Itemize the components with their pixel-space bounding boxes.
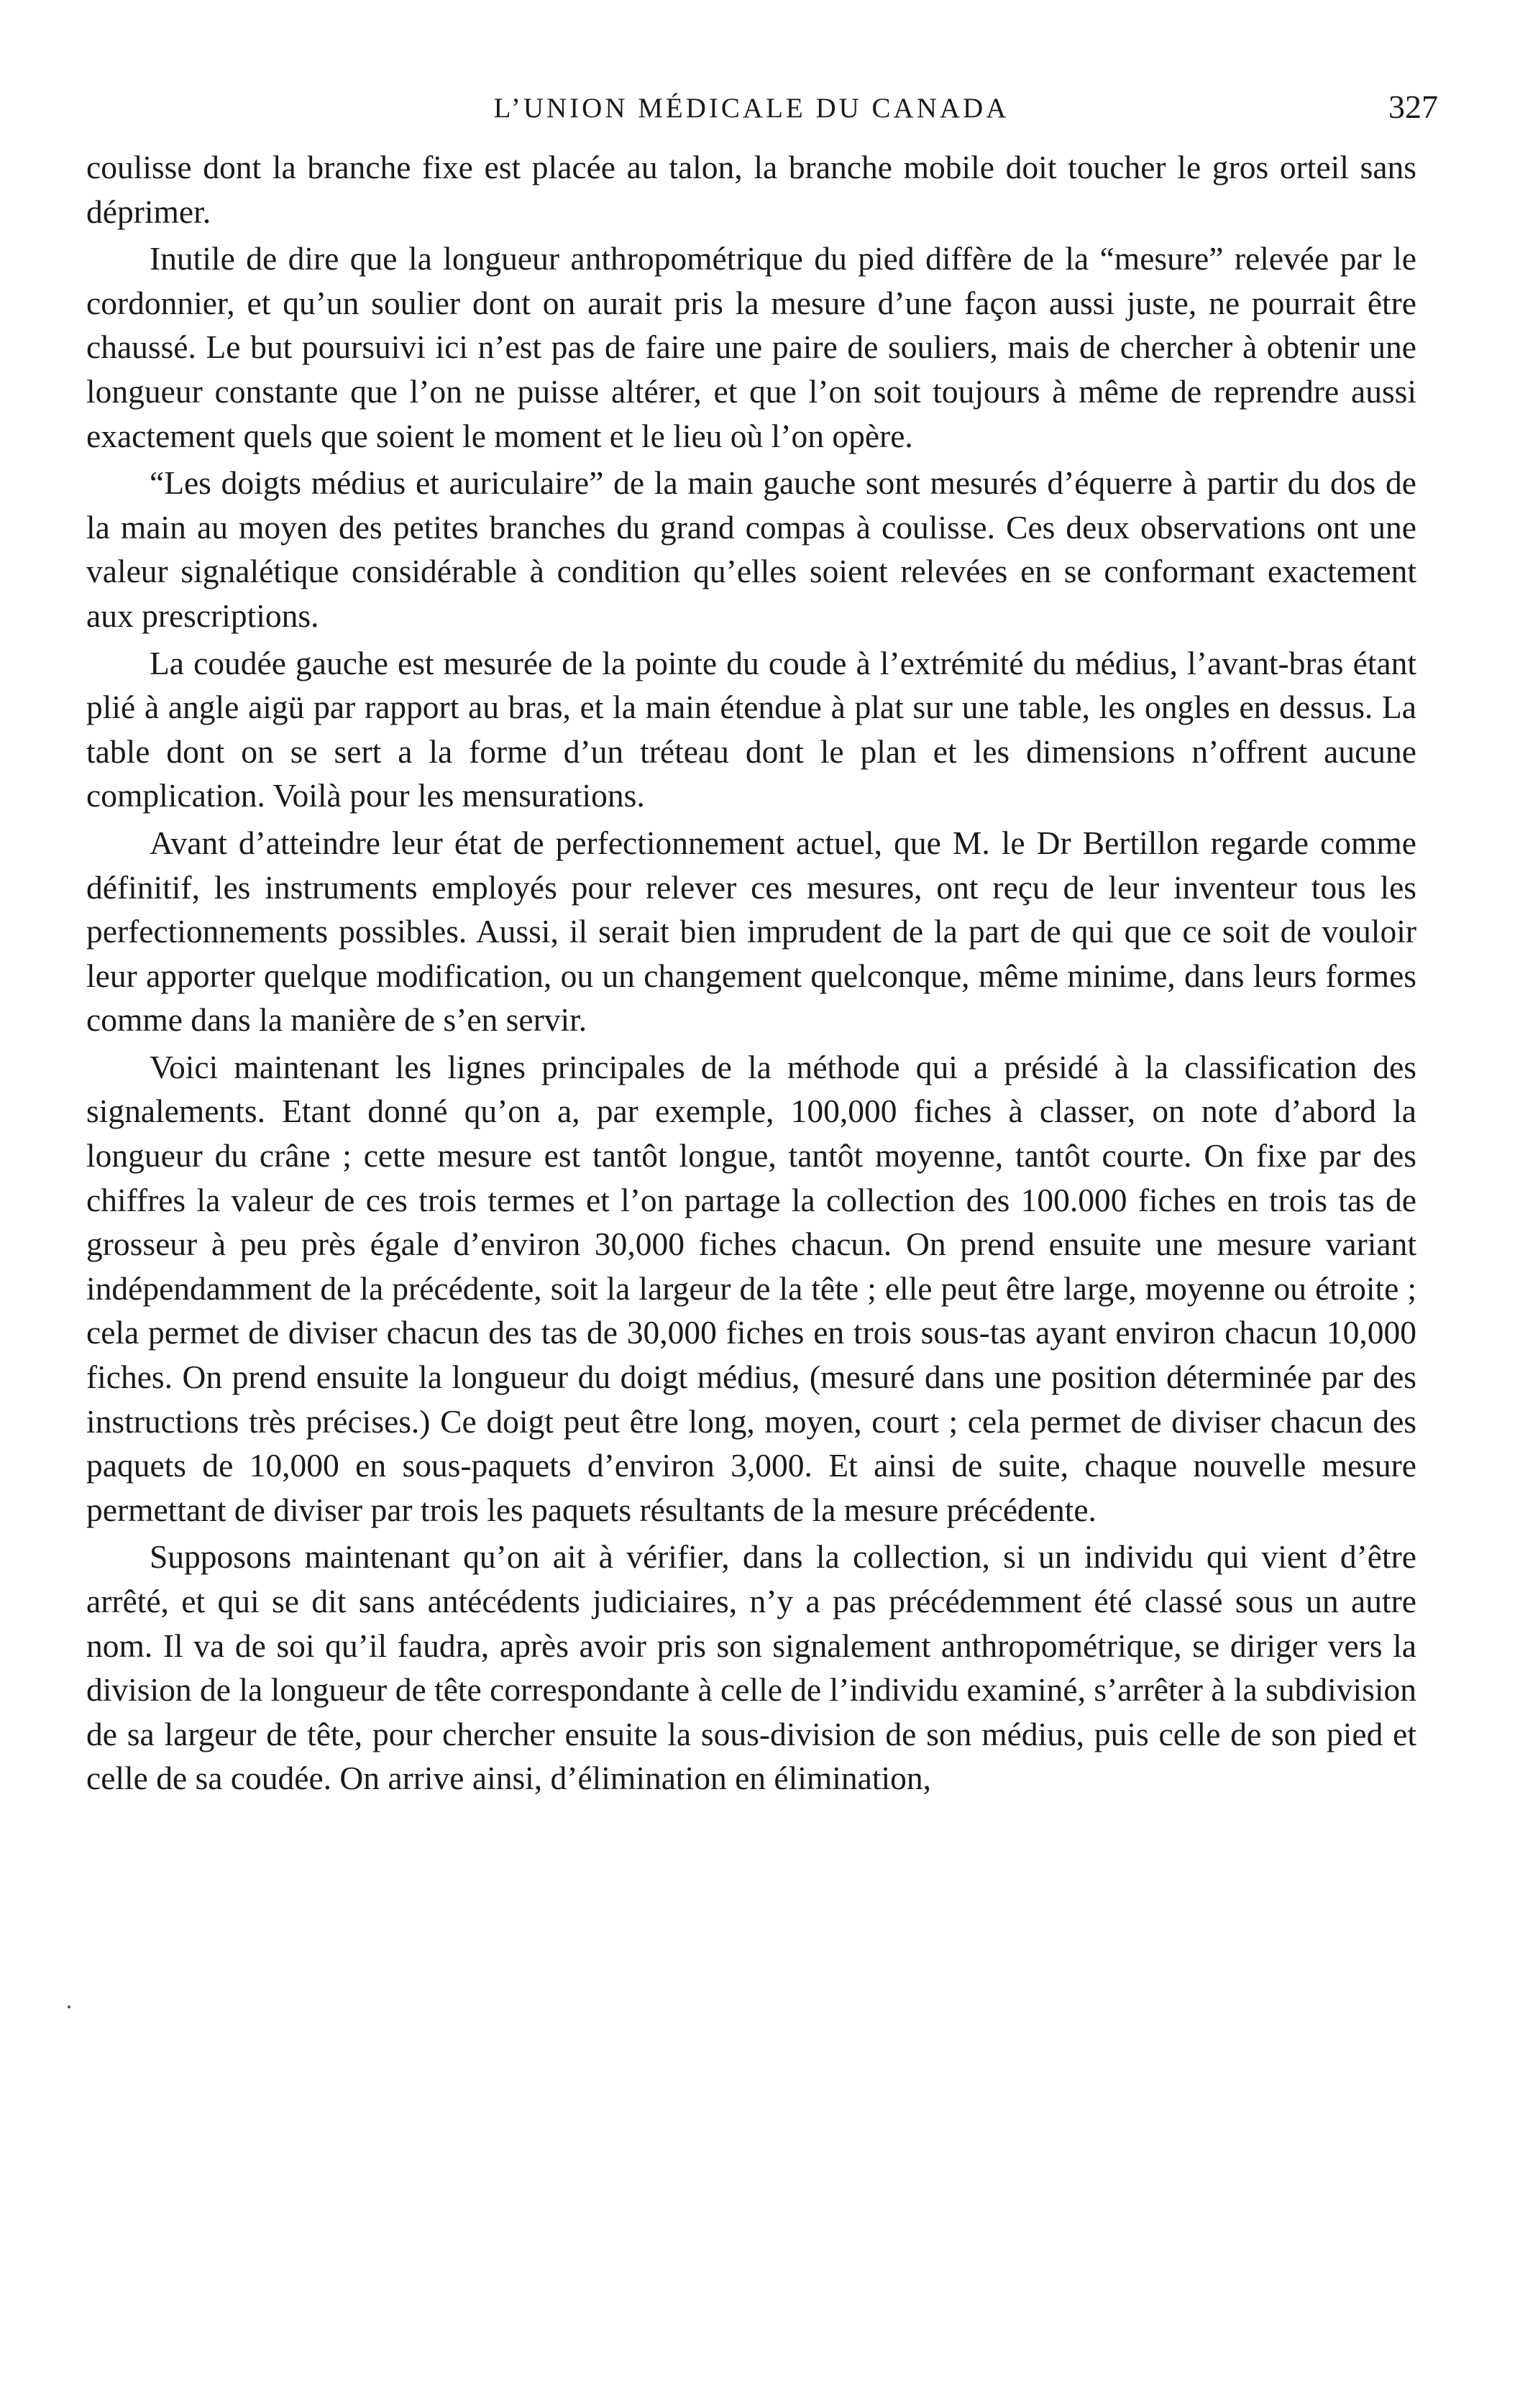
paragraph-continuation: coulisse dont la branche fixe est placée au talon, la branche mobile doit toucher le gros orteil sans déprimer. (86, 149, 1416, 230)
page-number: 327 (1388, 88, 1438, 125)
paragraph: Supposons maintenant qu’on ait à vérifier, dans la collection, si un individu qui vient d’être arrêté, et qui se dit sans antécédents judiciaires, n’y a pas précédemment été classé sous un autre nom. Il va de soi qu’il faudra, après avoir pris son signalement anthropométrique, se diriger vers la division de la longueur de tête correspondante à celle de l’individu examiné, s’arrêter à la subdivision de sa largeur de tête, pour chercher ensuite la sous-division de son médius, puis celle de son pied et celle de sa coudée. On arrive ainsi, d’élimination en élimination, (86, 1538, 1416, 1797)
running-header (86, 86, 1438, 129)
paragraph: “Les doigts médius et auriculaire” de la main gauche sont mesurés d’équerre à partir du dos de la main au moyen des petites branches du grand compas à coulisse. Ces deux observations ont une valeur signalétique considérable à condition qu’elles soient relevées en se conformant exactement aux prescriptions. (86, 464, 1416, 634)
body-text (86, 145, 1416, 1801)
paragraph: Voici maintenant les lignes principales de la méthode qui a présidé à la classification des signalements. Etant donné qu’on a, par exemple, 100,000 fiches à classer, on note d’abord la longueur du crâne ; cette mesure est tantôt longue, tantôt moyenne, tantôt courte. On fixe par des chiffres la valeur de ces trois termes et l’on partage la collection des 100.000 fiches en trois tas de grosseur à peu près égale d’environ 30,000 fiches chacun. On prend ensuite une mesure variant indépendamment de la précédente, soit la largeur de la tête ; elle peut être large, moyenne ou étroite ; cela permet de diviser chacun des tas de 30,000 fiches en trois sous-tas ayant environ chacun 10,000 fiches. On prend ensuite la longueur du doigt médius, (mesuré dans une position déterminée par des instructions très précises.) Ce doigt peut être long, moyen, court ; cela permet de diviser chacun des paquets de 10,000 en sous-paquets d’environ 3,000. Et ainsi de suite, chaque nouvelle mesure permettant de diviser par trois les paquets résultants de la mesure précédente. (86, 1048, 1416, 1528)
running-title: L’UNION MÉDICALE DU CANADA (493, 93, 1009, 124)
paragraph: Inutile de dire que la longueur anthropométrique du pied diffère de la “mesure” relevée par le cordonnier, et qu’un soulier dont on aurait pris la mesure d’une façon aussi juste, ne pourrait être chaussé. Le but poursuivi ici n’est pas de faire une paire de souliers, mais de chercher à obtenir une longueur constante que l’on ne puisse altérer, et que l’on soit toujours à même de reprendre aussi exactement quels que soient le moment et le lieu où l’on opère. (86, 240, 1416, 454)
ink-speck (68, 2005, 70, 2008)
document-page (86, 86, 1438, 2350)
paragraph: La coudée gauche est mesurée de la pointe du coude à l’extrémité du médius, l’avant-bras étant plié à angle aigü par rapport au bras, et la main étendue à plat sur une table, les ongles en dessus. La table dont on se sert a la forme d’un tréteau dont le plan et les dimensions n’offrent aucune complication. Voilà pour les mensurations. (86, 644, 1416, 814)
paragraph: Avant d’atteindre leur état de perfectionnement actuel, que M. le Dr Bertillon regarde comme définitif, les instruments employés pour relever ces mesures, ont reçu de leur inventeur tous les perfectionnements possibles. Aussi, il serait bien imprudent de la part de qui que ce soit de vouloir leur apporter quelque modification, ou un changement quelconque, même minime, dans leurs formes comme dans la manière de s’en servir. (86, 824, 1416, 1039)
